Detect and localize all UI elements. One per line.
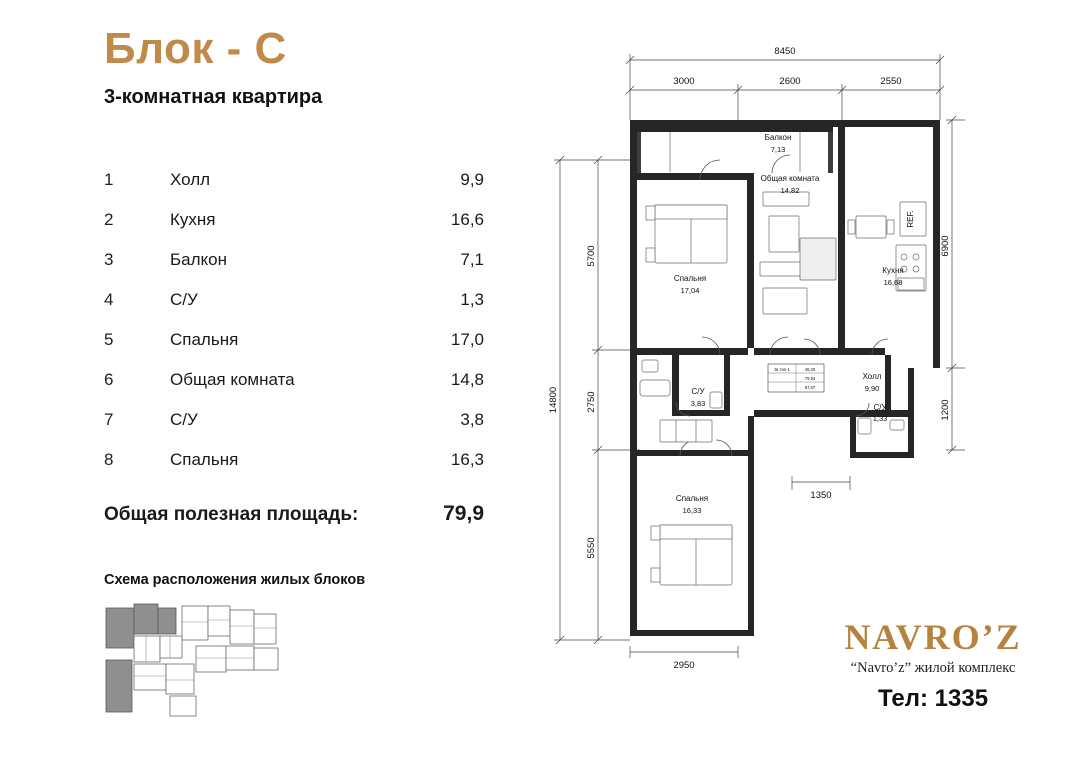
dim-top-seg3: 2550 xyxy=(880,76,902,87)
room-number: 4 xyxy=(104,290,114,309)
room-number: 6 xyxy=(104,370,114,389)
room-number: 2 xyxy=(104,210,114,229)
stamp-line1: 3к тип-1 xyxy=(774,367,790,372)
room-number: 3 xyxy=(104,250,114,269)
plan-room-hall-area: 9,90 xyxy=(864,384,880,393)
dim-bottom: 2950 xyxy=(673,660,695,671)
stamp-line4: 87,07 xyxy=(804,385,816,390)
plan-room-living-area: 14,82 xyxy=(780,186,800,195)
room-name: С/У xyxy=(170,410,198,429)
plan-room-living-name: Общая комната xyxy=(760,174,820,183)
dim-left-total: 14800 xyxy=(548,386,559,414)
ref-label: REF. xyxy=(906,210,915,228)
plan-room-kitchen-area: 16,68 xyxy=(883,278,903,287)
table-row xyxy=(104,320,484,360)
stamp-line2: 46,20 xyxy=(804,367,816,372)
dim-top-total: 8450 xyxy=(774,46,796,57)
total-area-row xyxy=(104,502,484,526)
plan-room-bedroom1-name: Спальня xyxy=(673,274,707,283)
room-number: 7 xyxy=(104,410,114,429)
room-name: Холл xyxy=(170,170,211,189)
stamp-line3: 79,94 xyxy=(804,376,816,381)
table-row xyxy=(104,400,484,440)
plan-room-bath2-area: 1,33 xyxy=(872,414,888,423)
scheme-caption: Схема расположения жилых блоков xyxy=(104,572,366,588)
table-row xyxy=(104,240,484,280)
room-number: 5 xyxy=(104,330,114,349)
plan-room-bath1-name: С/У xyxy=(691,387,705,396)
room-name: Кухня xyxy=(170,210,216,229)
table-row xyxy=(104,440,484,480)
room-area: 3,8 xyxy=(460,410,484,429)
dim-left-seg3: 5550 xyxy=(586,537,597,559)
room-area: 16,6 xyxy=(450,210,484,229)
plan-room-balcony-area: 7,13 xyxy=(770,145,786,154)
room-number: 8 xyxy=(104,450,114,469)
dim-inner-bottom: 1350 xyxy=(810,490,832,501)
dim-left-seg2: 2750 xyxy=(586,391,597,413)
room-name: Спальня xyxy=(170,450,239,469)
plan-room-bedroom2-area: 16,33 xyxy=(682,506,702,515)
room-area: 9,9 xyxy=(460,170,484,189)
room-area: 16,3 xyxy=(450,450,484,469)
room-area: 7,1 xyxy=(460,250,484,269)
table-row xyxy=(104,280,484,320)
room-name: Спальня xyxy=(170,330,239,349)
brand-name: NAVRO’Z xyxy=(844,617,1022,657)
dim-right-seg1: 6900 xyxy=(940,235,951,257)
apartment-subtitle: 3-комнатная квартира xyxy=(104,86,323,108)
plan-room-bedroom1-area: 17,04 xyxy=(680,286,700,295)
room-name: С/У xyxy=(170,290,198,309)
plan-room-bath1-area: 3,83 xyxy=(690,399,706,408)
dim-right-seg2: 1200 xyxy=(940,399,951,421)
block-title: Блок - С xyxy=(104,24,287,73)
plan-room-bath2-name: С/У xyxy=(873,403,887,412)
dim-left-seg1: 5700 xyxy=(586,245,597,267)
room-area: 17,0 xyxy=(450,330,484,349)
room-name: Общая комната xyxy=(170,370,295,389)
dim-top-seg2: 2600 xyxy=(779,76,801,87)
table-row xyxy=(104,360,484,400)
plan-room-bedroom2-name: Спальня xyxy=(675,494,709,503)
room-name: Балкон xyxy=(170,250,228,269)
brand-tagline: “Navro’z” жилой комплекс xyxy=(850,660,1016,676)
total-area-label: Общая полезная площадь: xyxy=(104,504,359,525)
room-area: 1,3 xyxy=(460,290,484,309)
plan-room-kitchen-name: Кухня xyxy=(882,266,904,275)
room-number: 1 xyxy=(104,170,114,189)
table-row xyxy=(104,160,484,200)
building-scheme xyxy=(104,600,304,720)
room-area: 14,8 xyxy=(450,370,484,389)
phone-number: Тел: 1335 xyxy=(877,685,989,712)
table-row xyxy=(104,200,484,240)
rooms-table xyxy=(104,160,484,480)
dim-top-seg1: 3000 xyxy=(673,76,695,87)
total-area-value: 79,9 xyxy=(443,502,484,525)
plan-room-hall-name: Холл xyxy=(862,372,882,381)
plan-room-balcony-name: Балкон xyxy=(764,133,792,142)
